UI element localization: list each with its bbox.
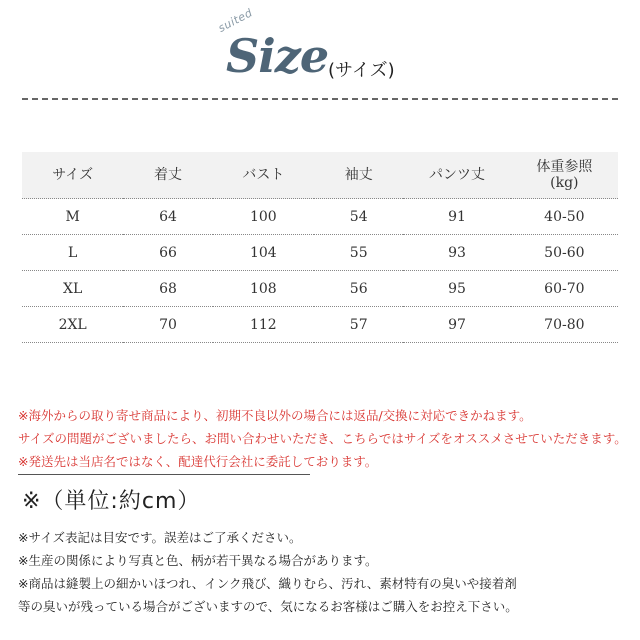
- red-note-line: ※発送先は当店名ではなく、配達代行会社に委託しております。: [18, 454, 378, 469]
- cell-size: XL: [22, 271, 123, 307]
- note-line: ※生産の関係により写真と色、柄が若干異なる場合があります。: [18, 553, 378, 568]
- cell-bust: 100: [213, 199, 314, 235]
- cell-length: 68: [123, 271, 212, 307]
- header-sleeve: 袖丈: [314, 152, 403, 199]
- notes-divider: [18, 474, 310, 475]
- header-length: 着丈: [123, 152, 212, 199]
- cell-weight: 50-60: [511, 235, 618, 271]
- note-line: ※サイズ表記は目安です。誤差はご了承ください。: [18, 530, 302, 545]
- red-note-line: ※海外からの取り寄せ商品により、初期不良以外の場合には返品/交換に対応できかねます。: [18, 408, 532, 423]
- header-bust: バスト: [213, 152, 314, 199]
- cell-bust: 112: [213, 307, 314, 343]
- header-pants-length: パンツ丈: [403, 152, 510, 199]
- unit-note: ※（単位:約cm）: [22, 489, 201, 514]
- cell-size: L: [22, 235, 123, 271]
- header-divider: [22, 98, 618, 100]
- black-notes: [18, 526, 628, 618]
- cell-bust: 108: [213, 271, 314, 307]
- cell-weight: 70-80: [511, 307, 618, 343]
- cell-pants-length: 91: [403, 199, 510, 235]
- header-weight: 体重参照 (kg): [511, 152, 618, 199]
- cell-pants-length: 93: [403, 235, 510, 271]
- header-size: サイズ: [22, 152, 123, 199]
- red-notes: [18, 404, 628, 473]
- cell-pants-length: 97: [403, 307, 510, 343]
- size-title: Size: [226, 29, 329, 83]
- cell-sleeve: 56: [314, 271, 403, 307]
- suited-label: suited: [216, 6, 255, 35]
- size-table: [22, 152, 618, 343]
- cell-length: 64: [123, 199, 212, 235]
- table-row: [22, 271, 618, 307]
- table-row: [22, 199, 618, 235]
- cell-size: M: [22, 199, 123, 235]
- note-line: 等の臭いが残っている場合がございますので、気になるお客様はご購入をお控え下さい。: [18, 599, 518, 614]
- note-line: ※商品は縫製上の細かいほつれ、インク飛び、織りむら、汚れ、素材特有の臭いや接着剤: [18, 576, 517, 591]
- cell-pants-length: 95: [403, 271, 510, 307]
- red-note-line: サイズの問題がございましたら、お問い合わせいただき、こちらではサイズをオススメさせていただきます。: [18, 431, 627, 446]
- size-subtitle: (サイズ): [328, 60, 395, 81]
- table-header-row: [22, 152, 618, 199]
- cell-length: 66: [123, 235, 212, 271]
- cell-size: 2XL: [22, 307, 123, 343]
- cell-weight: 40-50: [511, 199, 618, 235]
- cell-weight: 60-70: [511, 271, 618, 307]
- cell-sleeve: 54: [314, 199, 403, 235]
- cell-sleeve: 55: [314, 235, 403, 271]
- table-row: [22, 307, 618, 343]
- table-row: [22, 235, 618, 271]
- cell-sleeve: 57: [314, 307, 403, 343]
- cell-bust: 104: [213, 235, 314, 271]
- size-header: [0, 0, 640, 95]
- cell-length: 70: [123, 307, 212, 343]
